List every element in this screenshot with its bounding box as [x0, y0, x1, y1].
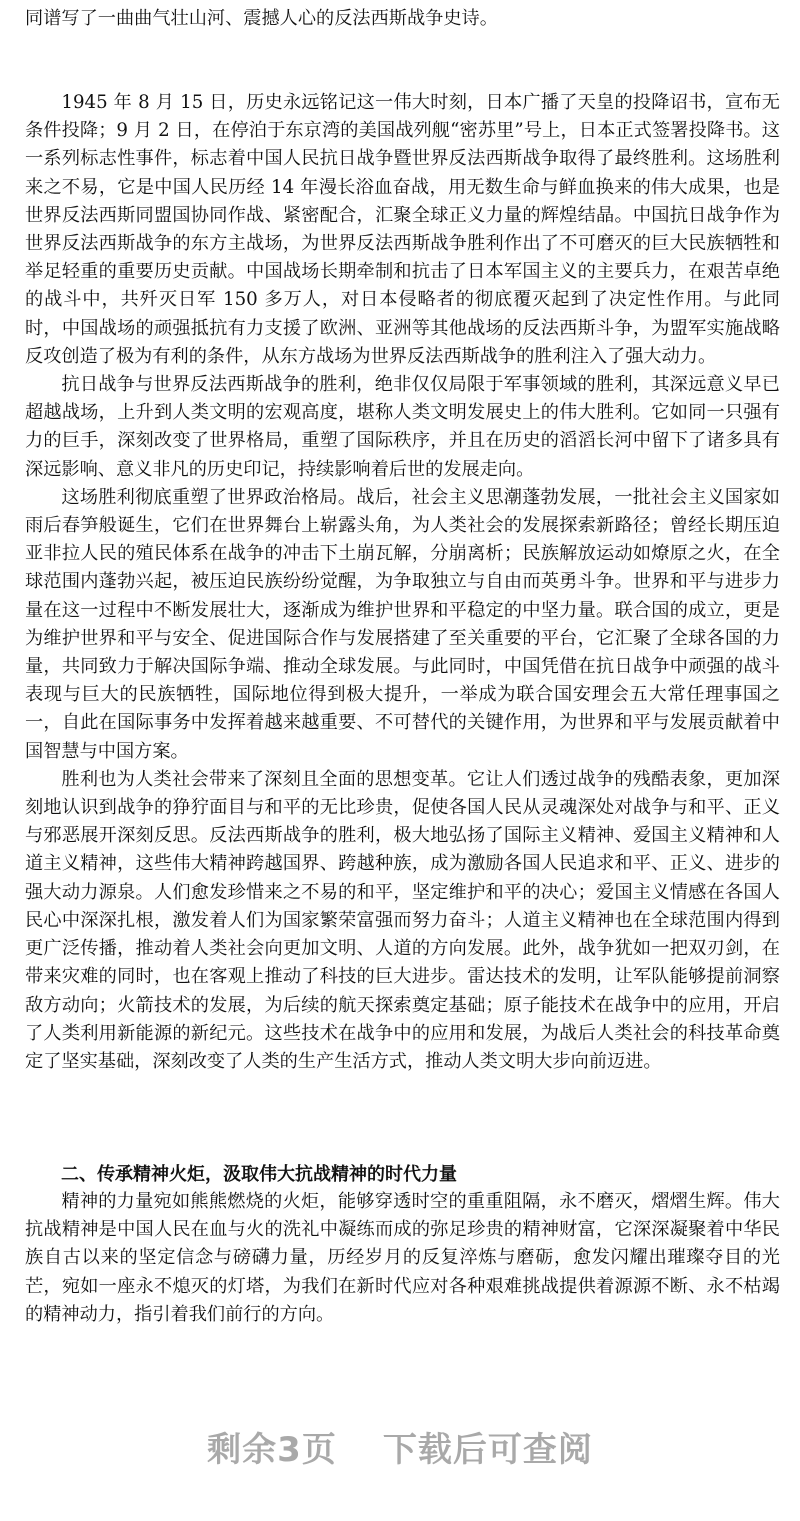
paragraph-thought-change: 胜利也为人类社会带来了深刻且全面的思想变革。它让人们透过战争的残酷表象，更加深刻地认识到战争的狰狞面目与和平的无比珍贵，促使各国人民从灵魂深处对战争与和平、正义与邪恶展开深刻反思。反法西斯战争的胜利，极大地弘扬了国际主义精神、爱国主义精神和人道主义精神，这些伟大精神跨越国界、跨越种族，成为激励各国人民追求和平、正义、进步的强大动力源泉。人们愈发珍惜来之不易的和平，坚定维护和平的决心；爱国主义情感在各国人民心中深深扎根，激发着人们为国家繁荣富强而努力奋斗；人道主义精神也在全球范围内得到更广泛传播，推动着人类社会向更加文明、人道的方向发展。此外，战争犹如一把双刃剑，在带来灾难的同时，也在客观上推动了科技的巨大进步。雷达技术的发明，让军队能够提前洞察敌方动向；火箭技术的发展，为后续的航天探索奠定基础；原子能技术在战争中的应用，开启了人类利用新能源的新纪元。这些技术在战争中的应用和发展，为战后人类社会的科技革命奠定了坚实基础，深刻改变了人类的生产生活方式，推动人类文明大步向前迈进。 [25, 768, 780, 1072]
intro-tail-text: 同谱写了一曲曲气壮山河、震撼人心的反法西斯战争史诗。 [25, 8, 498, 29]
paragraph-victory-1945: 1945 年 8 月 15 日，历史永远铭记这一伟大时刻，日本广播了天皇的投降诏书，宣布无条件投降；9 月 2 日，在停泊于东京湾的美国战列舰“密苏里”号上，日本正式签署投降书。这一系列标志性事件，标志着中国人民抗日战争暨世界反法西斯战争取得了最终胜利。这场胜利来之不易，它是中国人民历经 14 年漫长浴血奋战，用无数生命与鲜血换来的伟大成果，也是世界反法西斯同盟国协同作战、紧密配合，汇聚全球正义力量的辉煌结晶。中国抗日战争作为世界反法西斯战争的东方主战场，为世界反法西斯战争胜利作出了不可磨灭的巨大民族牺牲和举足轻重的重要历史贡献。中国战场长期牵制和抗击了日本军国主义的主要兵力，在艰苦卓绝的战斗中，共歼灭日军 150 多万人，对日本侵略者的彻底覆灭起到了决定性作用。与此同时，中国战场的顽强抵抗有力支援了欧洲、亚洲等其他战场的反法西斯斗争，为盟军实施战略反攻创造了极为有利的条件，从东方战场为世界反法西斯战争的胜利注入了强大动力。 [25, 92, 780, 367]
download-to-view-label[interactable]: 下载后可查阅 [382, 1430, 593, 1470]
section-two-body [25, 1188, 780, 1329]
paragraph-significance: 抗日战争与世界反法西斯战争的胜利，绝非仅仅局限于军事领域的胜利，其深远意义早已超越战场，上升到人类文明的宏观高度，堪称人类文明发展史上的伟大胜利。它如同一只强有力的巨手，深刻改变了世界格局，重塑了国际秩序，并且在历史的滔滔长河中留下了诸多具有深远影响、意义非凡的历史印记，持续影响着后世的发展走向。 [25, 374, 780, 480]
intro-continuation [25, 5, 780, 33]
download-banner[interactable] [0, 1420, 800, 1480]
paragraph-spirit: 精神的力量宛如熊熊燃烧的火炬，能够穿透时空的重重阻隔，永不磨灭，熠熠生辉。伟大抗战精神是中国人民在血与火的洗礼中凝练而成的弥足珍贵的精神财富，它深深凝聚着中华民族自古以来的坚定信念与磅礴力量，历经岁月的反复淬炼与磨砺，愈发闪耀出璀璨夺目的光芒，宛如一座永不熄灭的灯塔，为我们在新时代应对各种艰难挑战提供着源源不断、永不枯竭的精神动力，指引着我们前行的方向。 [25, 1191, 780, 1325]
paragraph-political-order: 这场胜利彻底重塑了世界政治格局。战后，社会主义思潮蓬勃发展，一批社会主义国家如雨后春笋般诞生，它们在世界舞台上崭露头角，为人类社会的发展探索新路径；曾经长期压迫亚非拉人民的殖民体系在战争的冲击下土崩瓦解，分崩离析；民族解放运动如燎原之火，在全球范围内蓬勃兴起，被压迫民族纷纷觉醒，为争取独立与自由而英勇斗争。世界和平与进步力量在这一过程中不断发展壮大，逐渐成为维护世界和平稳定的中坚力量。联合国的成立，更是为维护世界和平与安全、促进国际合作与发展搭建了至关重要的平台，它汇聚了全球各国的力量，共同致力于解决国际争端、推动全球发展。与此同时，中国凭借在抗日战争中顽强的战斗表现与巨大的民族牺牲，国际地位得到极大提升，一举成为联合国安理会五大常任理事国之一，自此在国际事务中发挥着越来越重要、不可替代的关键作用，为世界和平与发展贡献着中国智慧与中国方案。 [25, 486, 780, 762]
section-heading: 二、传承精神火炬，汲取伟大抗战精神的时代力量 [61, 1164, 457, 1185]
remaining-pages-label: 剩余3页 [207, 1430, 337, 1470]
main-body [25, 89, 780, 1076]
